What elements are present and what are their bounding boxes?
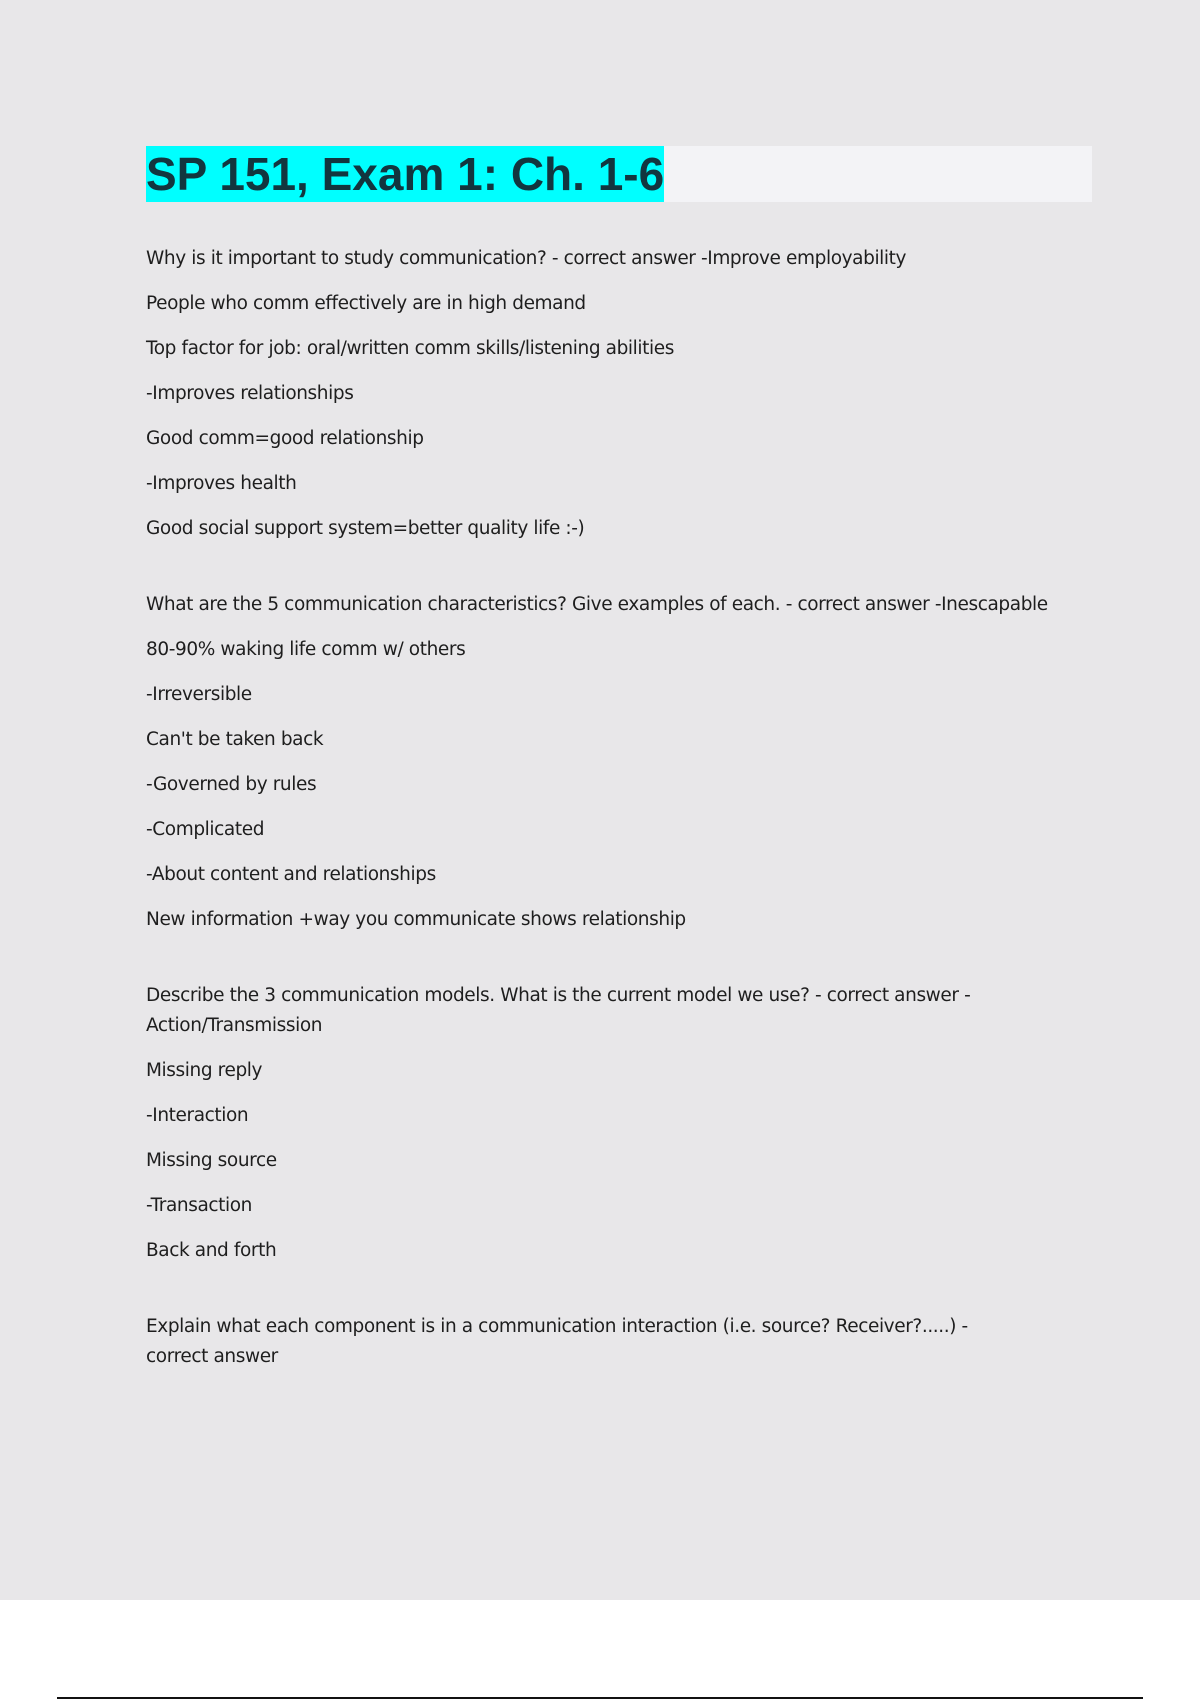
- answer-line: -Interaction: [146, 1105, 249, 1126]
- question-block: [146, 1312, 1092, 1372]
- answer-line: -Transaction: [146, 1195, 253, 1216]
- document-content: [146, 244, 1092, 1372]
- answer-line: Good social support system=better quality life :-): [146, 518, 585, 539]
- answer-line: -Governed by rules: [146, 774, 317, 795]
- answer-line: -Irreversible: [146, 684, 252, 705]
- document-title: SP 151, Exam 1: Ch. 1-6: [146, 148, 665, 200]
- question-text: Explain what each component is in a communication interaction (i.e. source? Receiver?.....) - correct answer: [146, 1316, 968, 1367]
- question-text: Why is it important to study communication? - correct answer -Improve employability: [146, 248, 907, 269]
- answer-line: -Complicated: [146, 819, 265, 840]
- answer-line: Good comm=good relationship: [146, 428, 424, 449]
- answer-line: -About content and relationships: [146, 864, 436, 885]
- answer-line: Missing source: [146, 1150, 277, 1171]
- answer-line: -Improves relationships: [146, 383, 354, 404]
- answer-line: -Improves health: [146, 473, 297, 494]
- answer-line: Back and forth: [146, 1240, 277, 1261]
- question-text: What are the 5 communication characteristics? Give examples of each. - correct answer -Inescapable: [146, 594, 1048, 615]
- answer-line: Top factor for job: oral/written comm skills/listening abilities: [146, 338, 674, 359]
- answer-line: Can't be taken back: [146, 729, 324, 750]
- footer-rule: [57, 1697, 1143, 1699]
- question-block: [146, 590, 1092, 935]
- answer-line: 80-90% waking life comm w/ others: [146, 639, 466, 660]
- question-text: Describe the 3 communication models. What is the current model we use? - correct answer -Action/Transmission: [146, 985, 971, 1036]
- question-block: [146, 981, 1092, 1266]
- answer-line: New information +way you communicate shows relationship: [146, 909, 686, 930]
- answer-line: People who comm effectively are in high demand: [146, 293, 586, 314]
- answer-line: Missing reply: [146, 1060, 263, 1081]
- question-block: [146, 244, 1092, 544]
